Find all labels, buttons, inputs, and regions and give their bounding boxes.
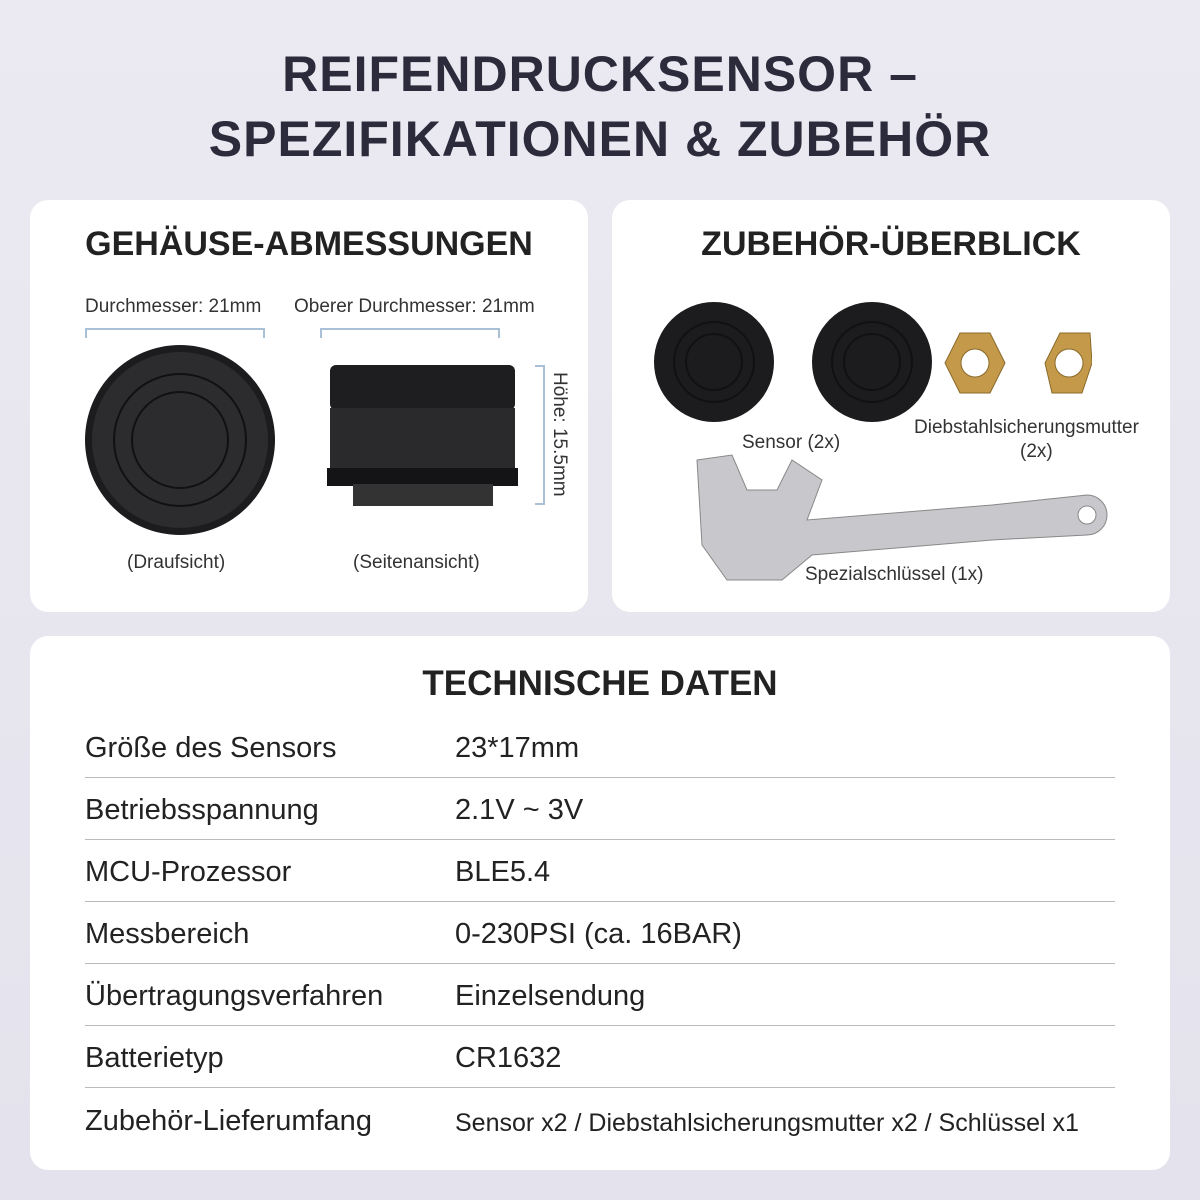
table-row: [85, 1088, 1115, 1150]
wrench-label: Spezialschlüssel (1x): [805, 564, 984, 585]
dimensions-panel: [30, 200, 588, 612]
spec-key: Zubehör-Lieferumfang: [85, 1105, 372, 1137]
diameter-label: Durchmesser: 21mm: [85, 296, 262, 317]
height-bracket: [535, 365, 545, 505]
table-row: [85, 840, 1115, 902]
nut-qty-label: (2x): [1020, 441, 1053, 462]
spec-value: Einzelsendung: [455, 980, 646, 1012]
sensor-top-view-image: [80, 340, 280, 540]
spec-key: Größe des Sensors: [85, 732, 337, 764]
accessories-title: ZUBEHÖR-ÜBERBLICK: [701, 225, 1081, 263]
spec-key: MCU-Prozessor: [85, 856, 292, 888]
spec-key: Batterietyp: [85, 1042, 224, 1074]
side-view-label: (Seitenansicht): [353, 552, 480, 573]
table-row: [85, 716, 1115, 778]
accessories-panel: [612, 200, 1170, 612]
page-title-line2: SPEZIFIKATIONEN & ZUBEHÖR: [208, 111, 992, 167]
sensor-side-view-image: [325, 360, 525, 510]
sensor-label: Sensor (2x): [742, 432, 841, 453]
spec-key: Übertragungsverfahren: [85, 980, 384, 1012]
top-diameter-bracket: [320, 328, 500, 338]
top-view-label: (Draufsicht): [127, 552, 226, 573]
page-title-line1: REIFENDRUCKSENSOR –: [282, 46, 918, 102]
specs-title: TECHNISCHE DATEN: [422, 664, 778, 703]
table-row: [85, 778, 1115, 840]
spec-key: Messbereich: [85, 918, 250, 950]
spec-value: 2.1V ~ 3V: [455, 794, 584, 826]
table-row: [85, 964, 1115, 1026]
spec-value: Sensor x2 / Diebstahlsicherungsmutter x2 / Schlüssel x1: [455, 1109, 1079, 1137]
specs-panel: [30, 636, 1170, 1170]
table-row: [85, 1026, 1115, 1088]
dimensions-title: GEHÄUSE-ABMESSUNGEN: [85, 225, 533, 263]
height-label: Höhe: 15.5mm: [549, 372, 570, 497]
spec-key: Betriebsspannung: [85, 794, 319, 826]
spec-value: BLE5.4: [455, 856, 551, 888]
spec-value: 23*17mm: [455, 732, 580, 764]
table-row: [85, 902, 1115, 964]
sensor-images: [652, 300, 952, 430]
top-diameter-label: Oberer Durchmesser: 21mm: [294, 296, 535, 317]
nut-images: [942, 328, 1092, 398]
spec-value: 0-230PSI (ca. 16BAR): [455, 918, 742, 950]
diameter-bracket: [85, 328, 265, 338]
spec-value: CR1632: [455, 1042, 562, 1074]
nut-label: Diebstahlsicherungsmutter: [914, 417, 1139, 438]
